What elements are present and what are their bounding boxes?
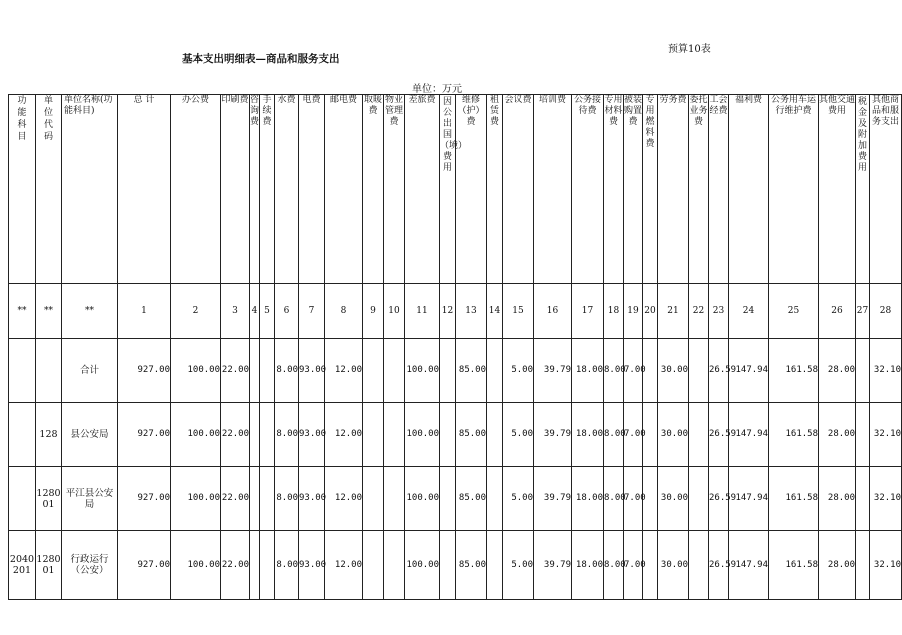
material-cell: 8.00 xyxy=(604,339,624,403)
header-cell: 取暖费 xyxy=(363,95,384,284)
index-cell: 6 xyxy=(275,284,299,339)
entrust-cell xyxy=(689,403,709,467)
reception-cell: 18.00 xyxy=(572,467,604,531)
consult-cell xyxy=(250,403,260,467)
index-cell: 3 xyxy=(221,284,250,339)
train-cell: 39.79 xyxy=(534,403,572,467)
meeting-cell: 5.00 xyxy=(503,531,534,600)
office-cell: 100.00 xyxy=(171,467,221,531)
total-cell: 927.00 xyxy=(118,339,171,403)
func-code-cell xyxy=(9,339,36,403)
index-row xyxy=(9,284,902,339)
header-cell: 办公费 xyxy=(171,95,221,284)
index-cell: 1 xyxy=(118,284,171,339)
header-cell: 电费 xyxy=(299,95,325,284)
index-cell: 8 xyxy=(325,284,363,339)
uniform-cell: 7.00 xyxy=(624,467,643,531)
post-cell: 12.00 xyxy=(325,339,363,403)
property-cell xyxy=(384,531,405,600)
water-cell: 8.00 xyxy=(275,403,299,467)
print-cell: 22.00 xyxy=(221,403,250,467)
func-code-cell xyxy=(9,403,36,467)
index-cell: 4 xyxy=(250,284,260,339)
index-cell: 18 xyxy=(604,284,624,339)
car-cell: 161.58 xyxy=(769,403,819,467)
tax-cell xyxy=(856,467,870,531)
heat-cell xyxy=(363,531,384,600)
unit-label: 单位：万元 xyxy=(412,84,462,95)
header-cell: 专用材料费 xyxy=(604,95,624,284)
index-cell: ** xyxy=(62,284,118,339)
index-cell: ** xyxy=(9,284,36,339)
total-cell: 927.00 xyxy=(118,467,171,531)
index-cell: 22 xyxy=(689,284,709,339)
post-cell: 12.00 xyxy=(325,403,363,467)
total-cell: 927.00 xyxy=(118,531,171,600)
header-cell: 税金及附加费用 xyxy=(856,95,870,284)
index-cell: 15 xyxy=(503,284,534,339)
index-cell: 11 xyxy=(405,284,440,339)
other-cell: 32.10 xyxy=(870,403,902,467)
post-cell: 12.00 xyxy=(325,531,363,600)
rent-cell xyxy=(487,339,503,403)
entrust-cell xyxy=(689,467,709,531)
header-cell: 其他交通费用 xyxy=(819,95,856,284)
power-cell: 93.00 xyxy=(299,531,325,600)
uniform-cell: 7.00 xyxy=(624,403,643,467)
index-cell: 7 xyxy=(299,284,325,339)
header-cell: 印刷费 xyxy=(221,95,250,284)
index-cell: 27 xyxy=(856,284,870,339)
fee-cell xyxy=(260,403,275,467)
labor-cell: 30.00 xyxy=(658,339,689,403)
welfare-cell: 147.94 xyxy=(729,531,769,600)
header-cell: 公务用车运行维护费 xyxy=(769,95,819,284)
abroad-cell xyxy=(440,403,456,467)
header-cell: 公务接待费 xyxy=(572,95,604,284)
index-cell: 28 xyxy=(870,284,902,339)
travel-cell: 100.00 xyxy=(405,531,440,600)
unit-code-cell: 128 xyxy=(36,403,62,467)
labor-cell: 30.00 xyxy=(658,531,689,600)
fee-cell xyxy=(260,339,275,403)
header-cell: 总 计 xyxy=(118,95,171,284)
union-cell: 26.59 xyxy=(709,339,729,403)
water-cell: 8.00 xyxy=(275,531,299,600)
union-cell: 26.59 xyxy=(709,403,729,467)
welfare-cell: 147.94 xyxy=(729,339,769,403)
welfare-cell: 147.94 xyxy=(729,403,769,467)
index-cell: 12 xyxy=(440,284,456,339)
header-cell: 手续费 xyxy=(260,95,275,284)
power-cell: 93.00 xyxy=(299,403,325,467)
consult-cell xyxy=(250,531,260,600)
car-cell: 161.58 xyxy=(769,467,819,531)
index-cell: 9 xyxy=(363,284,384,339)
travel-cell: 100.00 xyxy=(405,339,440,403)
repair-cell: 85.00 xyxy=(456,467,487,531)
labor-cell: 30.00 xyxy=(658,467,689,531)
index-cell: 25 xyxy=(769,284,819,339)
header-cell: 专用燃料费 xyxy=(643,95,658,284)
repair-cell: 85.00 xyxy=(456,531,487,600)
print-cell: 22.00 xyxy=(221,467,250,531)
meeting-cell: 5.00 xyxy=(503,339,534,403)
property-cell xyxy=(384,403,405,467)
abroad-cell xyxy=(440,531,456,600)
other-cell: 32.10 xyxy=(870,531,902,600)
property-cell xyxy=(384,339,405,403)
index-cell: ** xyxy=(36,284,62,339)
index-cell: 21 xyxy=(658,284,689,339)
office-cell: 100.00 xyxy=(171,339,221,403)
rent-cell xyxy=(487,467,503,531)
func-code-cell xyxy=(9,467,36,531)
abroad-cell xyxy=(440,339,456,403)
header-cell: 工会经费 xyxy=(709,95,729,284)
heat-cell xyxy=(363,339,384,403)
welfare-cell: 147.94 xyxy=(729,467,769,531)
header-cell: 物业管理费 xyxy=(384,95,405,284)
car-cell: 161.58 xyxy=(769,339,819,403)
unit-name-cell: 合计 xyxy=(62,339,118,403)
table-row xyxy=(9,531,902,600)
reception-cell: 18.00 xyxy=(572,531,604,600)
heat-cell xyxy=(363,467,384,531)
office-cell: 100.00 xyxy=(171,531,221,600)
header-cell: 福利费 xyxy=(729,95,769,284)
water-cell: 8.00 xyxy=(275,467,299,531)
reception-cell: 18.00 xyxy=(572,403,604,467)
entrust-cell xyxy=(689,531,709,600)
transport-cell: 28.00 xyxy=(819,531,856,600)
uniform-cell: 7.00 xyxy=(624,339,643,403)
index-cell: 14 xyxy=(487,284,503,339)
other-cell: 32.10 xyxy=(870,339,902,403)
header-cell: 差旅费 xyxy=(405,95,440,284)
rent-cell xyxy=(487,403,503,467)
unit-name-cell: 平江县公安局 xyxy=(62,467,118,531)
index-cell: 2 xyxy=(171,284,221,339)
header-cell: 被装购置费 xyxy=(624,95,643,284)
transport-cell: 28.00 xyxy=(819,403,856,467)
page-title: 基本支出明细表—商品和服务支出 xyxy=(182,53,340,65)
property-cell xyxy=(384,467,405,531)
fee-cell xyxy=(260,531,275,600)
header-cell: 功能科目 xyxy=(17,96,27,142)
abroad-cell xyxy=(440,467,456,531)
form-code: 预算10表 xyxy=(668,44,711,55)
consult-cell xyxy=(250,339,260,403)
index-cell: 13 xyxy=(456,284,487,339)
tax-cell xyxy=(856,531,870,600)
consult-cell xyxy=(250,467,260,531)
index-cell: 10 xyxy=(384,284,405,339)
table-row xyxy=(9,339,902,403)
header-cell: 其他商品和服务支出 xyxy=(870,95,902,284)
office-cell: 100.00 xyxy=(171,403,221,467)
header-row xyxy=(9,95,902,284)
header-cell: 会议费 xyxy=(503,95,534,284)
meeting-cell: 5.00 xyxy=(503,467,534,531)
header-cell: 租赁费 xyxy=(487,95,503,284)
header-cell: 邮电费 xyxy=(325,95,363,284)
entrust-cell xyxy=(689,339,709,403)
header-cell: 咨询费 xyxy=(250,95,260,284)
index-cell: 24 xyxy=(729,284,769,339)
index-cell: 16 xyxy=(534,284,572,339)
water-cell: 8.00 xyxy=(275,339,299,403)
header-cell: 劳务费 xyxy=(658,95,689,284)
material-cell: 8.00 xyxy=(604,531,624,600)
repair-cell: 85.00 xyxy=(456,403,487,467)
labor-cell: 30.00 xyxy=(658,403,689,467)
transport-cell: 28.00 xyxy=(819,339,856,403)
post-cell: 12.00 xyxy=(325,467,363,531)
tax-cell xyxy=(856,339,870,403)
func-code-cell: 2040201 xyxy=(9,531,36,600)
transport-cell: 28.00 xyxy=(819,467,856,531)
header-cell: 水费 xyxy=(275,95,299,284)
unit-name-cell: 行政运行（公安） xyxy=(62,531,118,600)
union-cell: 26.59 xyxy=(709,467,729,531)
heat-cell xyxy=(363,403,384,467)
uniform-cell: 7.00 xyxy=(624,531,643,600)
unit-name-cell: 县公安局 xyxy=(62,403,118,467)
travel-cell: 100.00 xyxy=(405,467,440,531)
repair-cell: 85.00 xyxy=(456,339,487,403)
unit-code-cell xyxy=(36,339,62,403)
train-cell: 39.79 xyxy=(534,531,572,600)
index-cell: 19 xyxy=(624,284,643,339)
print-cell: 22.00 xyxy=(221,339,250,403)
train-cell: 39.79 xyxy=(534,467,572,531)
train-cell: 39.79 xyxy=(534,339,572,403)
travel-cell: 100.00 xyxy=(405,403,440,467)
table-row xyxy=(9,403,902,467)
header-cell: 单位名称(功能科目) xyxy=(62,95,118,284)
fee-cell xyxy=(260,467,275,531)
header-cell: 培训费 xyxy=(534,95,572,284)
index-cell: 17 xyxy=(572,284,604,339)
print-cell: 22.00 xyxy=(221,531,250,600)
index-cell: 23 xyxy=(709,284,729,339)
total-cell: 927.00 xyxy=(118,403,171,467)
unit-code-cell: 128001 xyxy=(36,531,62,600)
rent-cell xyxy=(487,531,503,600)
material-cell: 8.00 xyxy=(604,467,624,531)
other-cell: 32.10 xyxy=(870,467,902,531)
index-cell: 26 xyxy=(819,284,856,339)
index-cell: 20 xyxy=(643,284,658,339)
header-cell: 因公出国（境）费用 xyxy=(440,95,456,284)
power-cell: 93.00 xyxy=(299,467,325,531)
meeting-cell: 5.00 xyxy=(503,403,534,467)
material-cell: 8.00 xyxy=(604,403,624,467)
reception-cell: 18.00 xyxy=(572,339,604,403)
car-cell: 161.58 xyxy=(769,531,819,600)
header-cell: 委托业务费 xyxy=(689,95,709,284)
unit-code-cell: 128001 xyxy=(36,467,62,531)
tax-cell xyxy=(856,403,870,467)
power-cell: 93.00 xyxy=(299,339,325,403)
header-cell: 维修（护）费 xyxy=(456,95,487,284)
table-row xyxy=(9,467,902,531)
expense-table xyxy=(8,94,902,600)
union-cell: 26.59 xyxy=(709,531,729,600)
header-cell: 单位代码 xyxy=(43,96,53,142)
index-cell: 5 xyxy=(260,284,275,339)
